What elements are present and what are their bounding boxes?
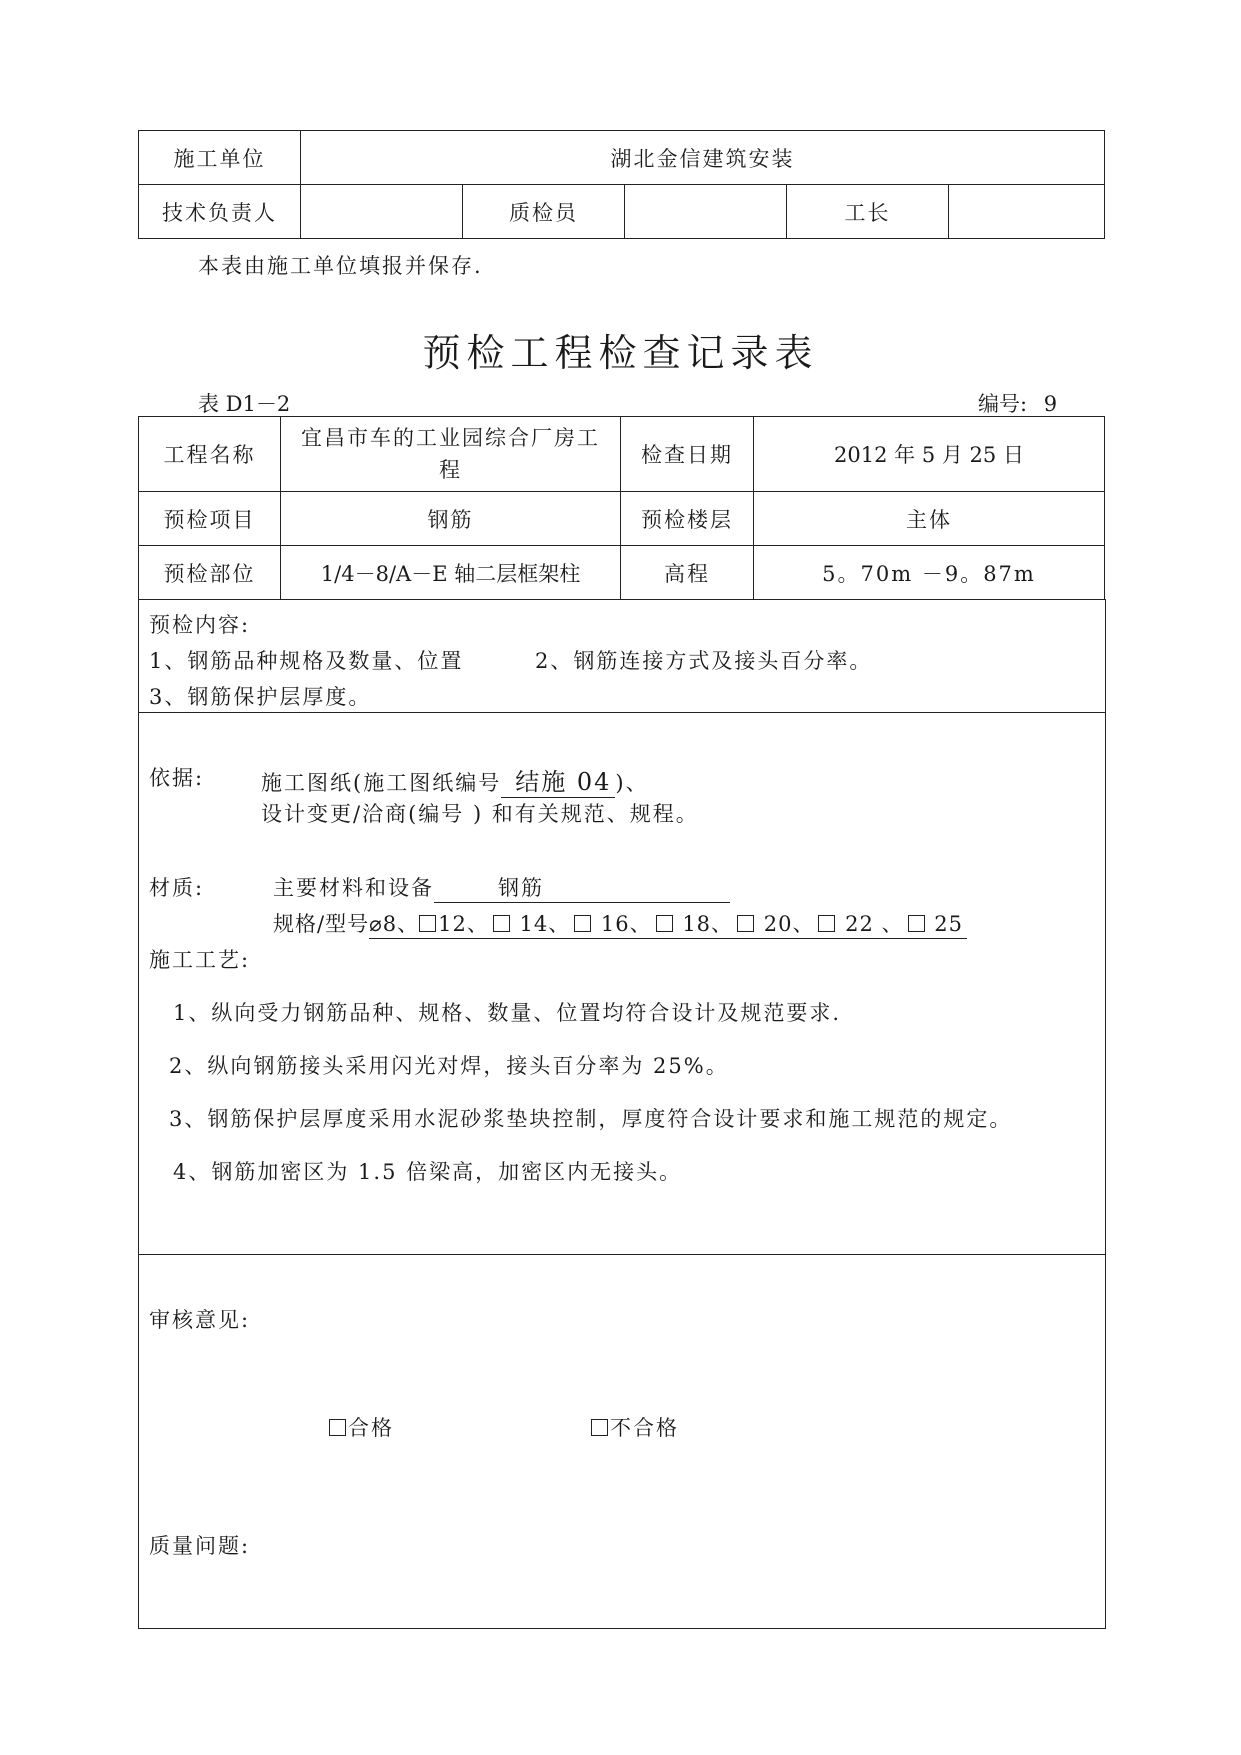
fail-checkbox[interactable] [591, 1419, 608, 1436]
item-label: 预检项目 [139, 492, 281, 546]
form-number-label: 编号: [978, 392, 1028, 416]
basis-drawing [261, 762, 649, 798]
elevation-label: 高程 [621, 546, 754, 600]
review-pass[interactable] [329, 1412, 394, 1442]
material-spec-values[interactable]: ⌀8、 12、 14、 16、 18、 20、 22 、 25 [369, 908, 967, 939]
checkbox-22[interactable] [818, 915, 835, 932]
basis-drawing-prefix: 施工图纸(施工图纸编号 [261, 771, 502, 795]
qc-label: 质检员 [463, 185, 625, 239]
checkbox-18[interactable] [656, 915, 673, 932]
page-title: 预检工程检查记录表 [422, 331, 819, 375]
form-number-value[interactable]: 9 [1043, 392, 1058, 416]
spec-8[interactable]: ⌀8、 [369, 912, 420, 936]
tech-label: 技术负责人 [139, 185, 301, 239]
checkbox-25[interactable] [908, 915, 925, 932]
unit-value[interactable]: 湖北金信建筑安装 [301, 131, 1105, 185]
content-line-2: 3、钢筋保护层厚度。 [149, 685, 372, 709]
part-value[interactable]: 1/4－8/A－E 轴二层框架柱 [281, 546, 621, 600]
review-section [138, 1254, 1106, 1629]
content-heading: 预检内容: [149, 613, 251, 637]
process-item-2: 2、纵向钢筋接头采用闪光对焊，接头百分率为 25%。 [169, 1054, 729, 1078]
pass-label: 合格 [348, 1416, 394, 1440]
info-table [138, 416, 1105, 600]
checkbox-16[interactable] [574, 915, 591, 932]
basis-section [138, 712, 1106, 1255]
foreman-label: 工长 [787, 185, 949, 239]
basis-label: 依据: [149, 766, 205, 790]
checkbox-12[interactable] [419, 915, 436, 932]
project-name-value[interactable]: 宜昌市车的工业园综合厂房工程 [281, 417, 621, 492]
fail-label: 不合格 [610, 1416, 679, 1440]
content-line-1a: 1、钢筋品种规格及数量、位置 [149, 649, 464, 673]
material-spec [273, 908, 967, 939]
part-label: 预检部位 [139, 546, 281, 600]
check-date-label: 检查日期 [621, 417, 754, 492]
checkbox-20[interactable] [737, 915, 754, 932]
quality-label: 质量问题: [149, 1534, 251, 1558]
elevation-value[interactable]: 5。70m －9。87m [754, 546, 1105, 600]
material-spec-label: 规格/型号 [273, 912, 370, 936]
tech-value[interactable] [301, 185, 463, 239]
review-label: 审核意见: [149, 1308, 251, 1332]
process-item-3: 3、钢筋保护层厚度采用水泥砂浆垫块控制，厚度符合设计要求和施工规范的规定。 [169, 1107, 1013, 1131]
process-item-4: 4、钢筋加密区为 1.5 倍梁高，加密区内无接头。 [173, 1160, 683, 1184]
basis-line-2: 设计变更/洽商(编号 ) 和有关规范、规程。 [261, 802, 699, 826]
form-note: 本表由施工单位填报并保存. [198, 254, 483, 278]
basis-drawing-suffix: )、 [615, 771, 649, 795]
form-code: 表 D1－2 [198, 392, 291, 416]
process-item-1: 1、纵向受力钢筋品种、规格、数量、位置均符合设计及规范要求. [173, 1001, 842, 1025]
review-fail[interactable] [591, 1412, 679, 1442]
project-name-label: 工程名称 [139, 417, 281, 492]
floor-value[interactable]: 主体 [754, 492, 1105, 546]
material-label: 材质: [149, 876, 205, 900]
content-line-1b: 2、钢筋连接方式及接头百分率。 [535, 649, 873, 673]
foreman-value[interactable] [949, 185, 1105, 239]
process-label: 施工工艺: [149, 948, 251, 972]
drawing-number[interactable]: 结施 04 [501, 762, 615, 798]
qc-value[interactable] [625, 185, 787, 239]
material-main [273, 872, 730, 903]
top-table [138, 130, 1105, 239]
checkbox-14[interactable] [493, 915, 510, 932]
unit-label: 施工单位 [139, 131, 301, 185]
check-date-value[interactable]: 2012 年 5 月 25 日 [754, 417, 1105, 492]
form-number [978, 388, 1057, 418]
floor-label: 预检楼层 [621, 492, 754, 546]
material-main-value[interactable]: 钢筋 [434, 872, 730, 903]
material-main-label: 主要材料和设备 [273, 876, 434, 900]
item-value[interactable]: 钢筋 [281, 492, 621, 546]
pass-checkbox[interactable] [329, 1419, 346, 1436]
content-section [138, 599, 1106, 713]
